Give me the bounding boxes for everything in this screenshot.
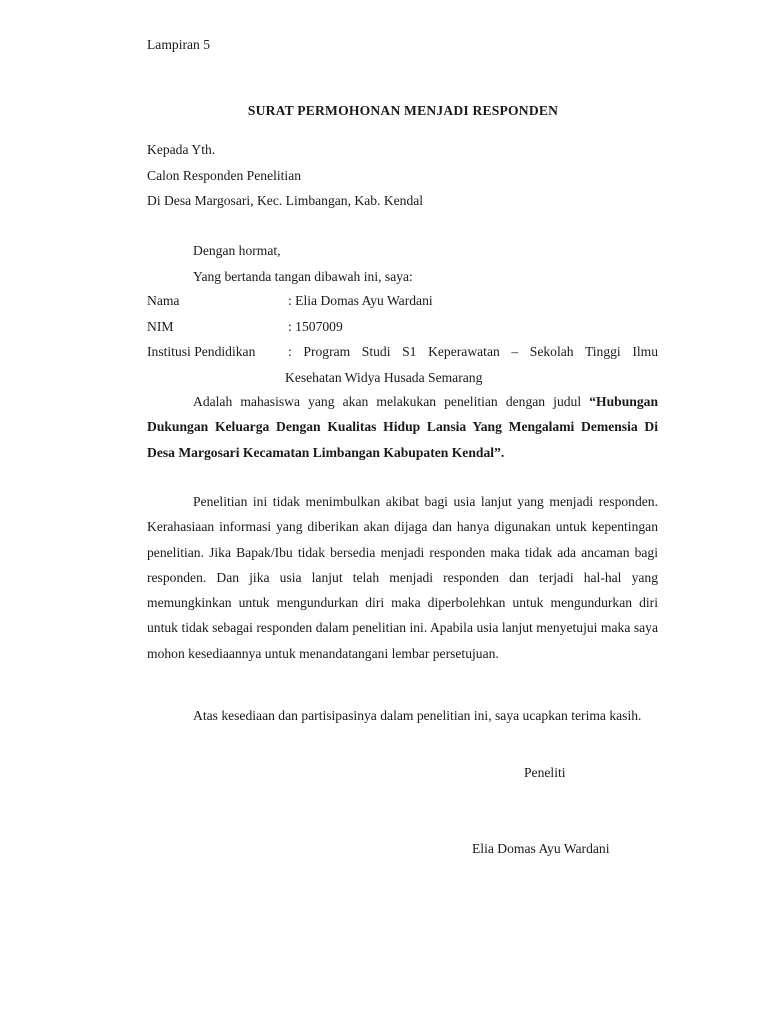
address-line-3: Di Desa Margosari, Kec. Limbangan, Kab. Kendal: [147, 193, 424, 208]
salutation: Dengan hormat,: [193, 243, 281, 258]
paragraph-1-lead: Adalah mahasiswa yang akan melakukan penelitian dengan judul: [193, 394, 590, 409]
nim-value: : 1507009: [288, 318, 343, 334]
identity-row-institution-cont: [147, 365, 658, 391]
greeting-block: [193, 238, 413, 289]
institution-value: : Program Studi S1 Keperawatan – Sekolah Tinggi Ilmu: [288, 344, 658, 359]
closing-paragraph: [147, 703, 658, 729]
signature-name: Elia Domas Ayu Wardani: [472, 841, 610, 856]
institution-label: Institusi Pendidikan: [147, 344, 256, 359]
name-value: : Elia Domas Ayu Wardani: [288, 293, 433, 308]
signature-role: Peneliti: [524, 765, 566, 780]
institution-value-continued: Kesehatan Widya Husada Semarang: [285, 369, 483, 385]
name-label: Nama: [147, 293, 180, 308]
paragraph-2: Penelitian ini tidak menimbulkan akibat bagi usia lanjut yang menjadi responden. Kerahasiaan informasi yang diberikan akan dijaga dan hanya digunakan untuk kepentingan penelitian. Jika Bapak/Ibu tidak bersedia menjadi responden maka tidak ada ancaman bagi responden. Dan jika usia lanjut telah menjadi responden dan terjadi hal-hal yang memungkinkan untuk mengundurkan diri maka diperbolehkan untuk mengundurkan diri untuk tidak sebagai responden dalam penelitian ini. Apabila usia lanjut menyetujui maka saya mohon kesediaannya untuk menandatangani lembar persetujuan.: [147, 494, 658, 661]
identity-block: [147, 288, 658, 390]
letter-title: SURAT PERMOHONAN MENJADI RESPONDEN: [247, 103, 559, 118]
research-title-paragraph: [147, 389, 658, 465]
identity-row-name: [147, 288, 658, 314]
research-title: “Hubungan Dukungan Keluarga Dengan Kualitas Hidup Lansia Yang Mengalami Demensia Di Desa Margosari Kecamatan Limbangan Kabupaten Kendal”.: [147, 394, 658, 460]
address-line-1: Kepada Yth.: [147, 142, 216, 157]
explanation-paragraph: [147, 489, 658, 666]
paragraph-3: Atas kesediaan dan partisipasinya dalam penelitian ini, saya ucapkan terima kasih.: [193, 708, 642, 723]
recipient-address: [147, 137, 423, 214]
address-line-2: Calon Responden Penelitian: [147, 167, 302, 183]
nim-label: NIM: [147, 318, 174, 334]
identity-row-institution: [147, 339, 658, 365]
identity-row-nim: [147, 314, 658, 340]
attachment-label: Lampiran 5: [147, 37, 211, 52]
intro-line: Yang bertanda tangan dibawah ini, saya:: [193, 268, 413, 284]
